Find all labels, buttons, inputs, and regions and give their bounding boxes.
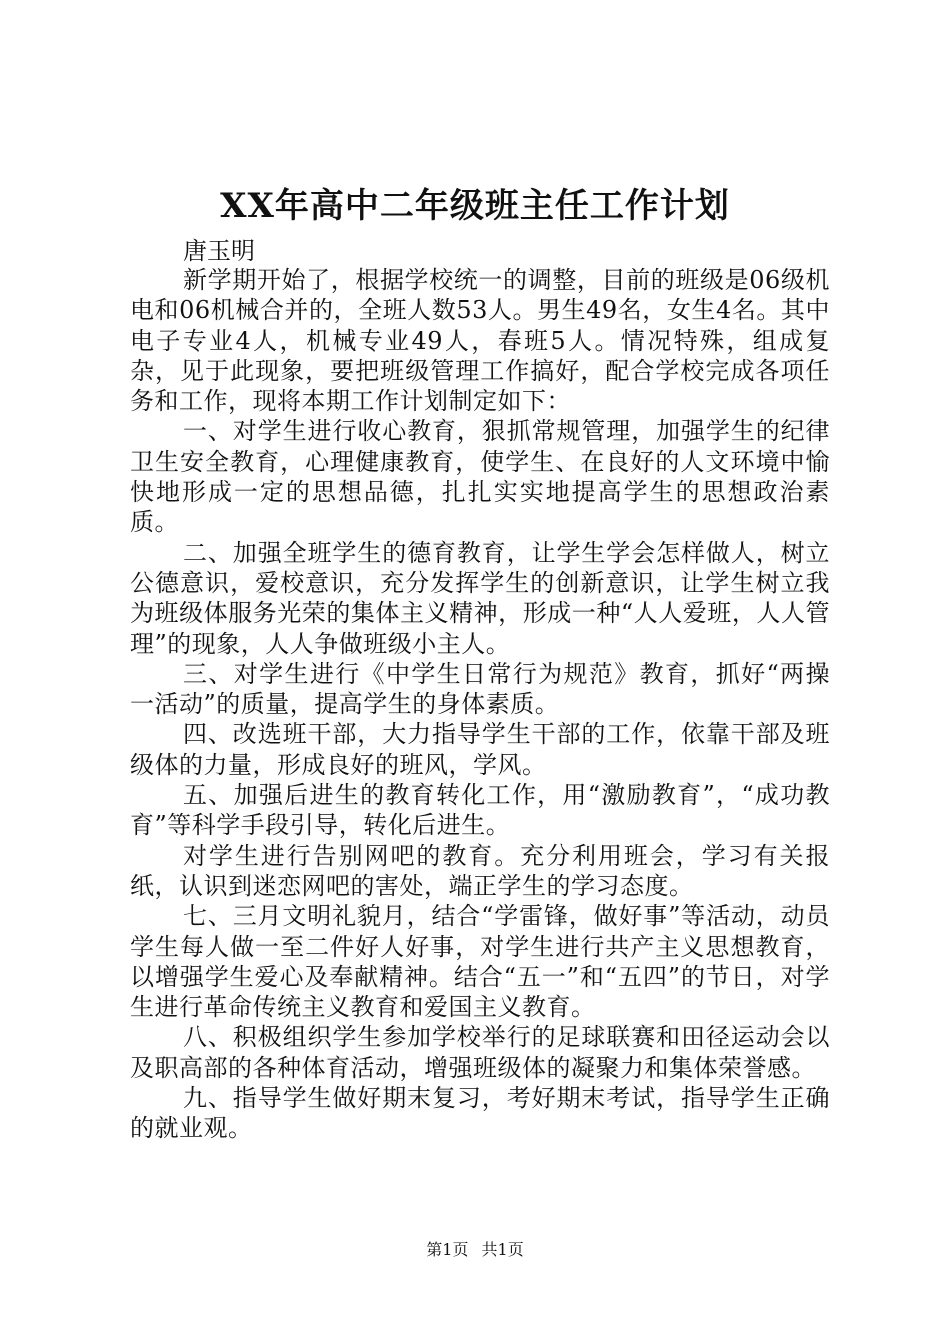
body-paragraph: 九、指导学生做好期末复习，考好期末考试，指导学生正确的就业观。 xyxy=(130,1084,830,1143)
page-number: 第1页 xyxy=(426,1240,469,1259)
document-title: XX年高中二年级班主任工作计划 xyxy=(220,186,730,226)
body-paragraph: 二、加强全班学生的德育教育，让学生学会怎样做人，树立公德意识，爱校意识，充分发挥学生的创新意识，让学生树立我为班级体服务光荣的集体主义精神，形成一种“人人爱班，人人管理”的现象，人人争做班级小主人。 xyxy=(130,538,830,658)
page-footer xyxy=(0,1240,950,1260)
page-total: 共1页 xyxy=(481,1240,524,1259)
document-author: 唐玉明 xyxy=(183,237,255,265)
document-body xyxy=(130,265,830,1144)
body-paragraph: 对学生进行告别网吧的教育。充分利用班会，学习有关报纸，认识到迷恋网吧的害处，端正学生的学习态度。 xyxy=(130,841,830,900)
body-paragraph: 一、对学生进行收心教育，狠抓常规管理，加强学生的纪律卫生安全教育，心理健康教育，使学生、在良好的人文环境中愉快地形成一定的思想品德，扎扎实实地提高学生的思想政治素质。 xyxy=(130,417,830,537)
body-paragraph: 八、积极组织学生参加学校举行的足球联赛和田径运动会以及职高部的各种体育活动，增强班级体的凝聚力和集体荣誉感。 xyxy=(130,1023,830,1082)
body-paragraph: 七、三月文明礼貌月，结合“学雷锋，做好事”等活动，动员学生每人做一至二件好人好事，对学生进行共产主义思想教育，以增强学生爱心及奉献精神。结合“五一”和“五四”的节日，对学生进行革命传统主义教育和爱国主义教育。 xyxy=(130,902,830,1022)
body-paragraph: 四、改选班干部，大力指导学生干部的工作，依靠干部及班级体的力量，形成良好的班风，学风。 xyxy=(130,720,830,779)
body-paragraph: 新学期开始了，根据学校统一的调整，目前的班级是06级机电和06机械合并的，全班人数53人。男生49名，女生4名。其中电子专业4人，机械专业49人，春班5人。情况特殊，组成复杂，见于此现象，要把班级管理工作搞好，配合学校完成各项任务和工作，现将本期工作计划制定如下： xyxy=(130,266,830,416)
body-paragraph: 五、加强后进生的教育转化工作，用“激励教育”，“成功教育”等科学手段引导，转化后进生。 xyxy=(130,781,830,840)
body-paragraph: 三、对学生进行《中学生日常行为规范》教育，抓好“两操一活动”的质量，提高学生的身体素质。 xyxy=(130,659,830,719)
